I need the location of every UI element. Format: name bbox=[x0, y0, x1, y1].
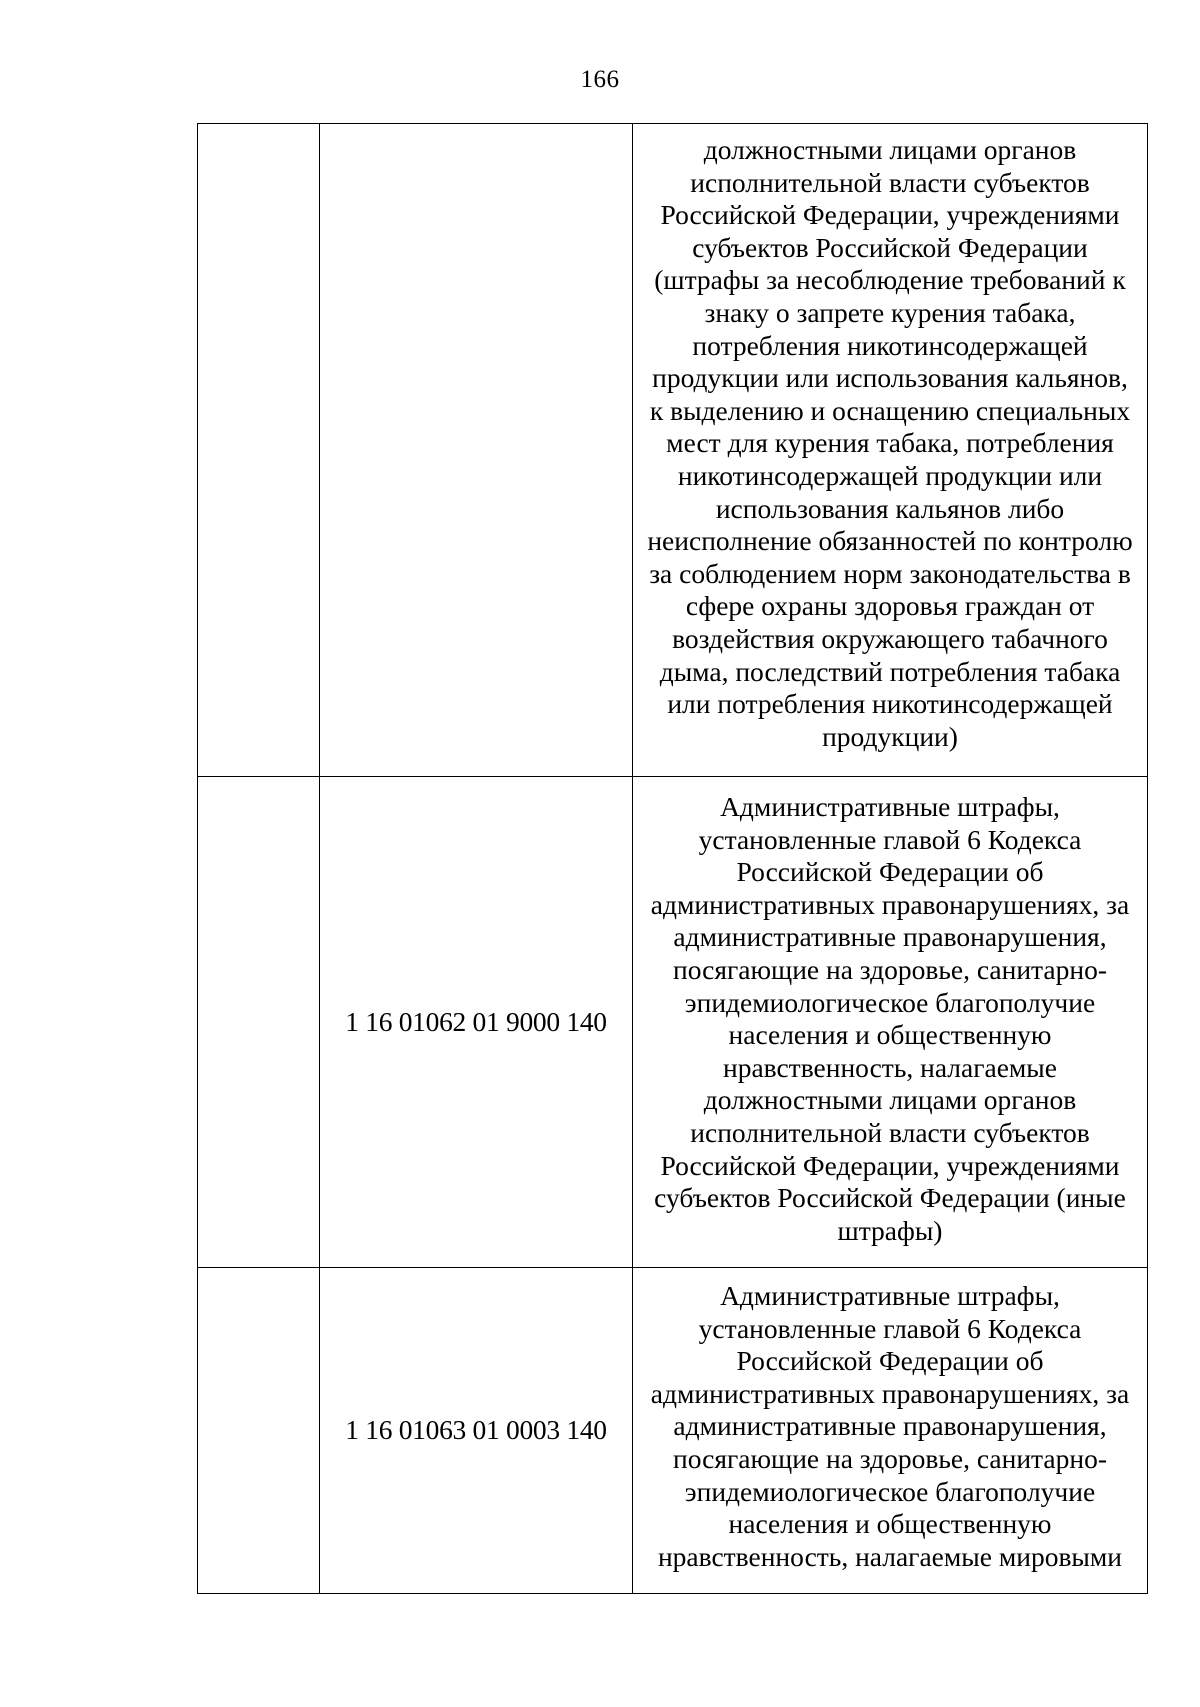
description-line: субъектов Российской Федерации bbox=[692, 231, 1088, 263]
description-line: продукции) bbox=[822, 720, 958, 752]
row-number-cell bbox=[198, 1268, 320, 1594]
description-line: населения и общественную bbox=[728, 1019, 1052, 1051]
row-number-cell bbox=[198, 124, 320, 777]
description-line: мест для курения табака, потребления bbox=[666, 427, 1114, 459]
description-line: продукции или использования кальянов, bbox=[652, 362, 1128, 394]
description-line: дыма, последствий потребления табака bbox=[659, 655, 1121, 687]
description-line: Российской Федерации, учреждениями bbox=[660, 199, 1120, 231]
description-line: исполнительной власти субъектов bbox=[690, 1116, 1090, 1148]
description-cell bbox=[633, 1268, 1148, 1594]
description-line: потребления никотинсодержащей bbox=[692, 329, 1088, 361]
description-line: сфере охраны здоровья граждан от bbox=[685, 590, 1095, 622]
description-line: должностными лицами органов bbox=[703, 1084, 1077, 1116]
description-line: неисполнение обязанностей по контролю bbox=[647, 525, 1133, 557]
description-cell bbox=[633, 777, 1148, 1268]
description-line: должностными лицами органов bbox=[703, 134, 1077, 165]
description-line: Российской Федерации, учреждениями bbox=[660, 1149, 1120, 1181]
description-line: никотинсодержащей продукции или bbox=[677, 459, 1103, 491]
table-row bbox=[198, 1268, 1148, 1594]
description-cell bbox=[633, 124, 1148, 777]
description-line: Административные штрафы, bbox=[720, 791, 1060, 822]
budget-code-cell bbox=[320, 124, 633, 777]
description-line: эпидемиологическое благополучие bbox=[684, 986, 1096, 1018]
description-line: к выделению и оснащению специальных bbox=[649, 394, 1131, 426]
table-row bbox=[198, 124, 1148, 777]
description-line: использования кальянов либо bbox=[715, 492, 1065, 524]
description-line: административных правонарушениях, за bbox=[650, 1377, 1130, 1409]
description-line: (штрафы за несоблюдение требований к bbox=[654, 264, 1126, 296]
page-number: 166 bbox=[580, 66, 620, 93]
budget-code-cell: 1 16 01062 01 9000 140 bbox=[320, 777, 633, 1268]
description-line: установленные главой 6 Кодекса bbox=[698, 823, 1082, 855]
description-line: нравственность, налагаемые bbox=[722, 1051, 1057, 1083]
description-line: эпидемиологическое благополучие bbox=[684, 1475, 1096, 1507]
description-line: административные правонарушения, bbox=[673, 1410, 1107, 1442]
description-line: нравственность, налагаемые мировыми bbox=[657, 1540, 1123, 1572]
description-line: или потребления никотинсодержащей bbox=[667, 688, 1113, 720]
description-line: субъектов Российской Федерации (иные bbox=[654, 1182, 1126, 1214]
description-line: штрафы) bbox=[837, 1214, 943, 1246]
table-row bbox=[198, 777, 1148, 1268]
budget-code-cell: 1 16 01063 01 0003 140 bbox=[320, 1268, 633, 1594]
budget-classification-table bbox=[197, 123, 1148, 1594]
description-line: установленные главой 6 Кодекса bbox=[698, 1312, 1082, 1344]
description-line: посягающие на здоровье, санитарно- bbox=[672, 953, 1107, 985]
description-line: Российской Федерации об bbox=[736, 856, 1044, 888]
description-line: административных правонарушениях, за bbox=[650, 888, 1130, 920]
description-line: административные правонарушения, bbox=[673, 921, 1107, 953]
description-line: Административные штрафы, bbox=[720, 1280, 1060, 1311]
description-line: исполнительной власти субъектов bbox=[690, 166, 1090, 198]
description-line: населения и общественную bbox=[728, 1508, 1052, 1540]
description-line: знаку о запрете курения табака, bbox=[704, 296, 1076, 328]
description-line: за соблюдением норм законодательства в bbox=[649, 557, 1131, 589]
row-number-cell bbox=[198, 777, 320, 1268]
description-line: Российской Федерации об bbox=[736, 1345, 1044, 1377]
description-line: посягающие на здоровье, санитарно- bbox=[672, 1442, 1107, 1474]
description-line: воздействия окружающего табачного bbox=[672, 622, 1108, 654]
